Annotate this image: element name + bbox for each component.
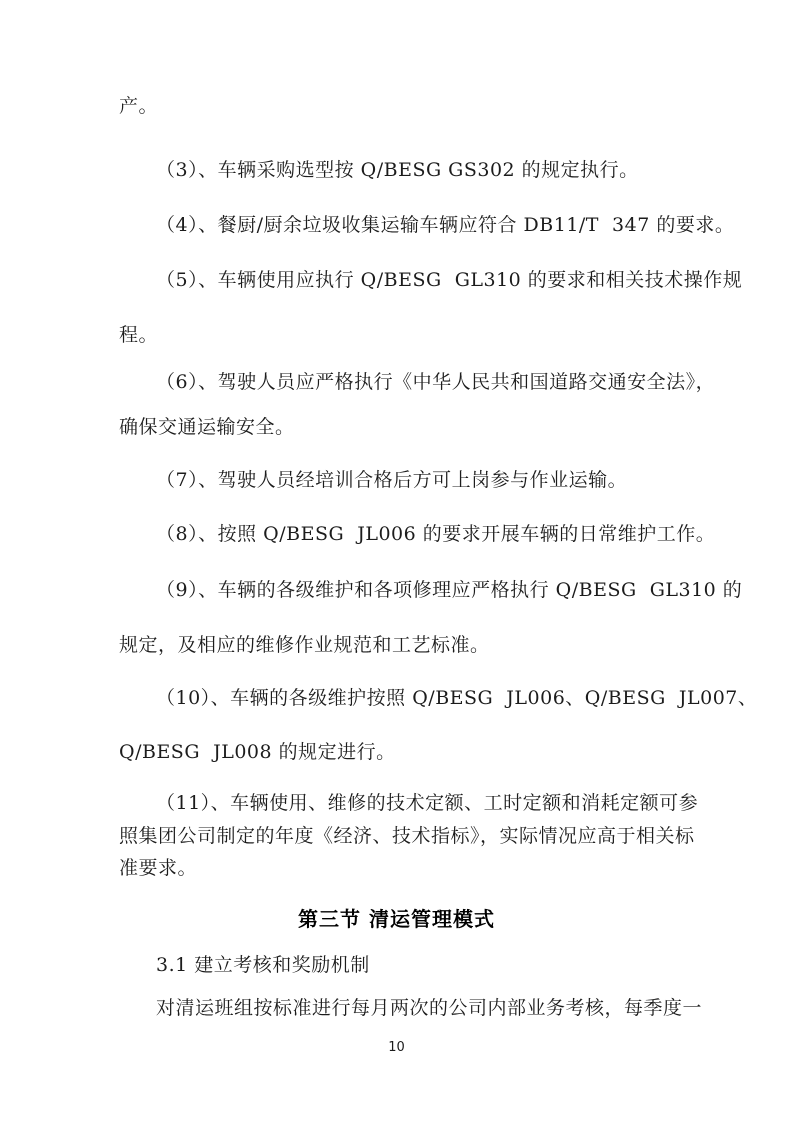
paragraph-line: Q/BESG JL008 的规定进行。 <box>119 741 396 763</box>
paragraph-line: （11）、车辆使用、维修的技术定额、工时定额和消耗定额可参 <box>156 792 699 814</box>
paragraph-line: （9）、车辆的各级维护和各项修理应严格执行 Q/BESG GL310 的 <box>156 579 743 601</box>
paragraph-line: （5）、车辆使用应执行 Q/BESG GL310 的要求和相关技术操作规 <box>156 269 743 291</box>
section-heading: 第三节 清运管理模式 <box>298 907 495 931</box>
paragraph-line: （6）、驾驶人员应严格执行《中华人民共和国道路交通安全法》， <box>156 371 716 393</box>
paragraph-line: （7）、驾驶人员经培训合格后方可上岗参与作业运输。 <box>156 469 628 491</box>
subsection-heading: 3.1 建立考核和奖励机制 <box>156 954 370 976</box>
paragraph-line: 对清运班组按标准进行每月两次的公司内部业务考核，每季度一 <box>156 997 703 1019</box>
paragraph-line: 程。 <box>119 324 159 346</box>
paragraph-line: 产。 <box>119 95 159 117</box>
paragraph-line: 确保交通运输安全。 <box>119 416 295 438</box>
page-number: 10 <box>388 1040 405 1055</box>
paragraph-line: （10）、车辆的各级维护按照 Q/BESG JL006、Q/BESG JL007、 <box>156 687 758 709</box>
paragraph-line: （8）、按照 Q/BESG JL006 的要求开展车辆的日常维护工作。 <box>156 523 716 545</box>
paragraph-line: 准要求。 <box>119 857 198 879</box>
paragraph-line: （4）、餐厨/厨余垃圾收集运输车辆应符合 DB11/T 347 的要求。 <box>156 214 735 236</box>
paragraph-line: 规定，及相应的维修作业规范和工艺标准。 <box>119 634 490 656</box>
paragraph-line: 照集团公司制定的年度《经济、技术指标》，实际情况应高于相关标 <box>119 825 695 847</box>
paragraph-line: （3）、车辆采购选型按 Q/BESG GS302 的规定执行。 <box>156 159 639 181</box>
